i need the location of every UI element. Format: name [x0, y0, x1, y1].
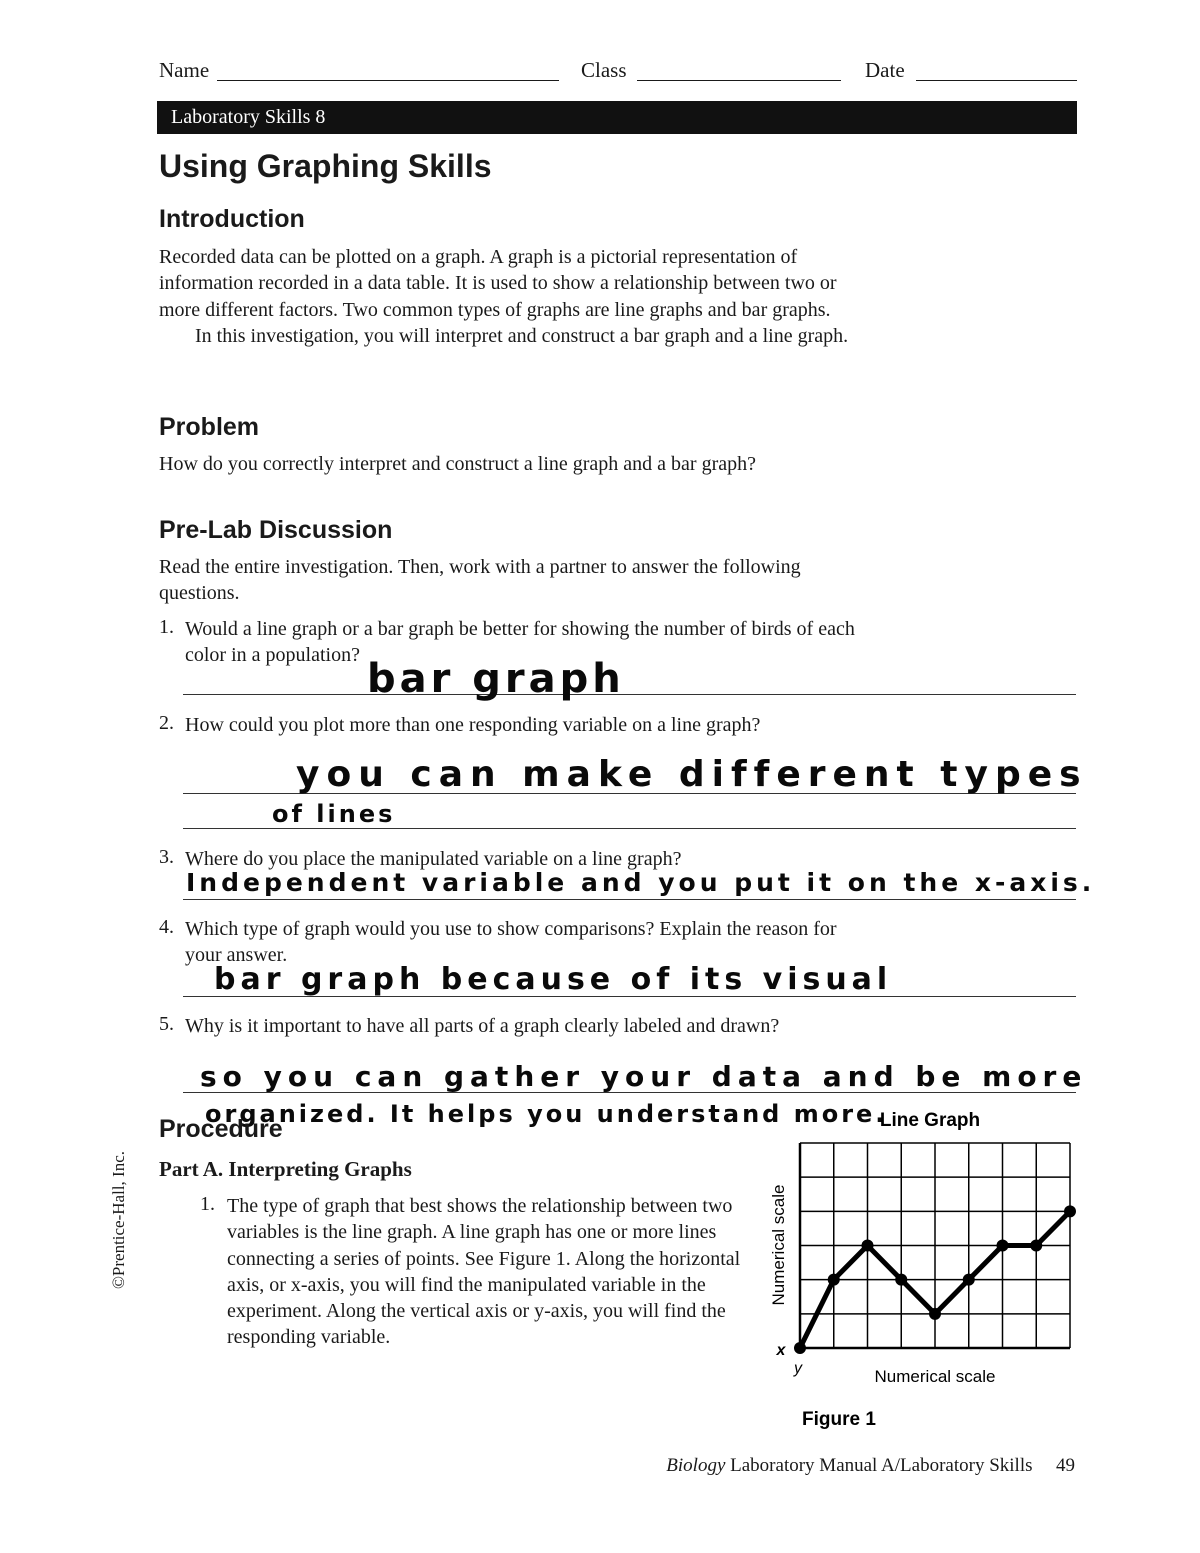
- data-point: [895, 1274, 907, 1286]
- introduction-paragraph: [159, 244, 859, 349]
- question-number: 5.: [159, 1013, 174, 1035]
- page-footer: [666, 1455, 1075, 1477]
- question-text: Where do you place the manipulated variable on a line graph?: [185, 848, 682, 870]
- date-label: Date: [865, 58, 905, 82]
- introduction-text-2: In this investigation, you will interpret and construct a bar graph and a line graph.: [195, 324, 849, 347]
- question-number: 1.: [159, 616, 174, 638]
- handwritten-answer: organized. It helps you understand more.: [205, 1100, 888, 1128]
- introduction-heading: Introduction: [159, 205, 305, 233]
- answer-line[interactable]: [183, 899, 1076, 900]
- data-point: [828, 1274, 840, 1286]
- footer-book: Biology: [666, 1455, 726, 1476]
- page-number: 49: [1056, 1455, 1075, 1476]
- copyright-note: ©Prentice-Hall, Inc.: [109, 1150, 128, 1290]
- introduction-text-1: Recorded data can be plotted on a graph. A graph is a pictorial representation of information recorded in a data table. It is used to show a relationship between two or more different factors. Two common types of graphs are line graphs and bar graphs.: [159, 246, 837, 321]
- name-label: Name: [159, 58, 210, 82]
- x-axis-label: Numerical scale: [874, 1367, 996, 1386]
- footer-text: Laboratory Manual A/Laboratory Skills: [730, 1455, 1033, 1476]
- problem-text: How do you correctly interpret and construct a line graph and a bar graph?: [159, 453, 756, 475]
- question-text: Would a line graph or a bar graph be better for showing the number of birds of each color in a population?: [185, 618, 855, 667]
- section-banner: Laboratory Skills 8: [157, 101, 1077, 134]
- x-letter: x: [776, 1342, 786, 1359]
- prelab-intro: Read the entire investigation. Then, work with a partner to answer the following questions.: [159, 556, 801, 605]
- prelab-heading: Pre-Lab Discussion: [159, 516, 393, 544]
- question-text: How could you plot more than one responding variable on a line graph?: [185, 714, 761, 736]
- question-number: 4.: [159, 916, 174, 938]
- step-text: The type of graph that best shows the relationship between two variables is the line graph. A line graph has one or more lines connecting a series of points. See Figure 1. Along the horizontal axis, or x-axis, you will find the manipulated variable in the experiment. Along the vertical axis or y-axis, you will find the responding variable.: [227, 1195, 741, 1349]
- data-point: [862, 1240, 874, 1252]
- procedure-heading: Procedure: [159, 1115, 283, 1143]
- data-point: [963, 1274, 975, 1286]
- name-field[interactable]: [217, 80, 559, 81]
- handwritten-answer: bar graph: [367, 656, 625, 702]
- handwritten-answer: you can make different types: [296, 754, 1088, 795]
- problem-heading: Problem: [159, 413, 260, 441]
- class-label: Class: [581, 58, 627, 82]
- page-title: Using Graphing Skills: [159, 148, 492, 184]
- handwritten-answer: Independent variable and you put it on the x-axis.: [186, 868, 1096, 897]
- question-text: Which type of graph would you use to show comparisons? Explain the reason for your answer.: [185, 918, 837, 967]
- data-point: [794, 1342, 806, 1354]
- y-letter: y: [794, 1360, 802, 1377]
- data-point: [1030, 1240, 1042, 1252]
- y-axis-label: Numerical scale: [769, 1184, 788, 1306]
- handwritten-answer: bar graph because of its visual: [214, 962, 893, 997]
- figure-caption: Figure 1: [802, 1409, 876, 1430]
- answer-line[interactable]: [183, 828, 1076, 829]
- handwritten-answer: so you can gather your data and be more: [200, 1060, 1088, 1093]
- line-graph-figure: [760, 1100, 1080, 1440]
- data-point: [997, 1240, 1009, 1252]
- chart-title: Line Graph: [879, 1110, 981, 1131]
- class-field[interactable]: [637, 80, 841, 81]
- data-point: [1064, 1205, 1076, 1217]
- question-number: 3.: [159, 846, 174, 868]
- date-field[interactable]: [916, 80, 1077, 81]
- data-point: [929, 1308, 941, 1320]
- part-a-heading: Part A. Interpreting Graphs: [159, 1157, 412, 1181]
- handwritten-answer: of lines: [272, 800, 396, 828]
- question-number: 2.: [159, 712, 174, 734]
- question-text: Why is it important to have all parts of a graph clearly labeled and drawn?: [185, 1015, 780, 1037]
- answer-line[interactable]: [183, 694, 1076, 695]
- step-number: 1.: [200, 1193, 215, 1215]
